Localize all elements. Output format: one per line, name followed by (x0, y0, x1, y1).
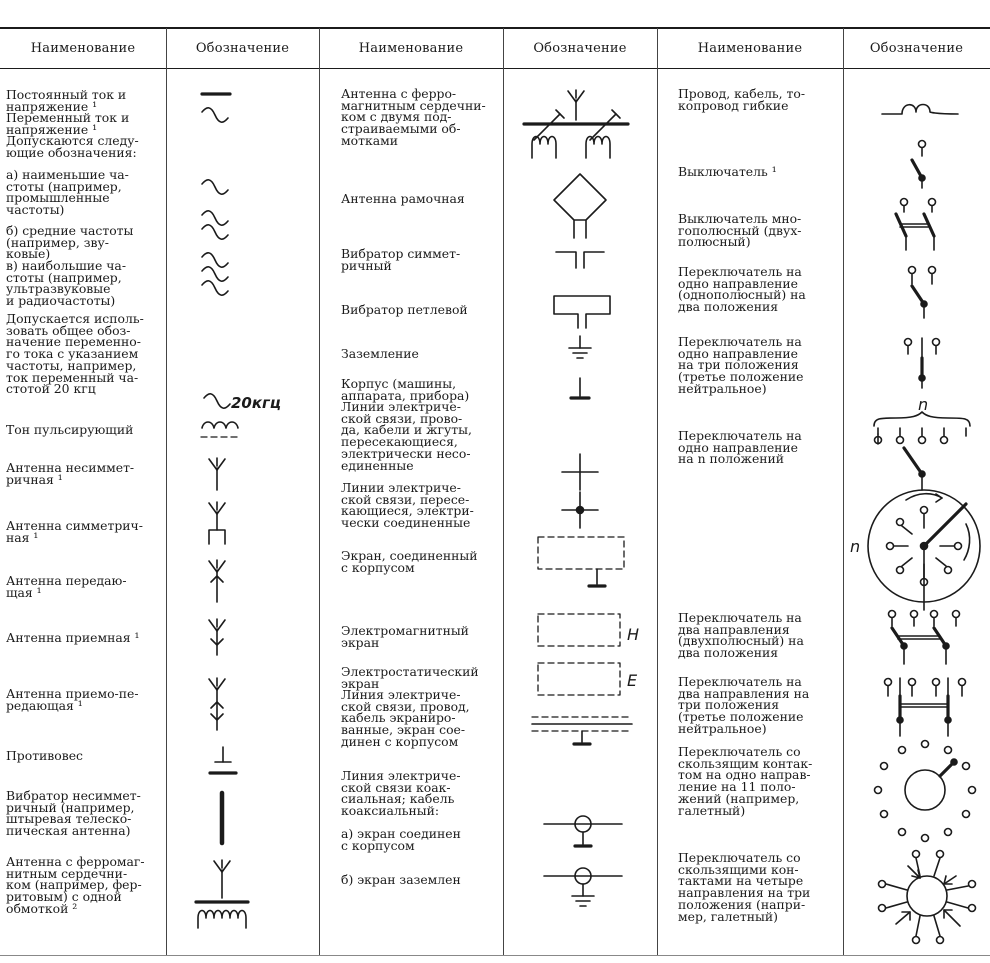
symbol-coax-b (540, 862, 626, 918)
symbol-screen-es (535, 660, 645, 702)
symbol-ant-loop (550, 170, 610, 242)
symbol-ant-ferrite1 (194, 858, 250, 932)
name-dc: Постоянный ток и напряжение ¹ (6, 87, 127, 114)
symbol-ant-txrx (206, 676, 228, 732)
name-coax-b: б) экран заземлен (341, 872, 461, 887)
symbol-switch (906, 138, 936, 190)
symbol-freq-high (198, 250, 232, 300)
name-sel-slide11: Переключатель со скользящим контак- том на одно направ- ление на 11 поло- жений (например, галетный) (678, 744, 813, 818)
symbol-ant-rx (206, 617, 228, 657)
column-divider (319, 28, 320, 955)
name-ant-sym: Антенна симметрич- ная ¹ (6, 518, 143, 545)
name-ground: Заземление (341, 346, 419, 361)
name-freq-mid: б) средние частоты (например, зву- ковые) (6, 223, 134, 262)
symbol-lines-joined (560, 490, 600, 530)
name-freq-general: Допускается исполь- зовать общее обоз- начение переменно- го тока с указанием частоты, например, ток переменный ча- стотой 20 кгц (6, 311, 144, 397)
header-name-2: Наименование (358, 40, 464, 56)
name-ac: Переменный ток и напряжение ¹ Допускаются следу- ющие обозначения: (6, 110, 139, 161)
name-pulsating: Тон пульсирующий (6, 422, 134, 437)
symbol-sel-2x2 (884, 608, 968, 668)
column-divider (503, 28, 504, 955)
name-ant-ferrite1: Антенна с ферромаг- нитным сердечни- ком (например, фер- ритовым) с одной обмоткой ² (6, 854, 145, 916)
symbol-vib-sym (552, 246, 608, 270)
name-vib-asym: Вибратор несиммет- ричный (например, штыревая телеско- пическая антенна) (6, 788, 141, 839)
symbol-freq-20khz (200, 389, 296, 413)
symbol-ground (566, 334, 594, 364)
symbol-switch-multi (890, 196, 950, 254)
name-vib-sym: Вибратор симмет- ричный (341, 246, 461, 273)
symbol-ant-tx (206, 558, 228, 604)
name-switch-multi: Выключатель мно- гополюсный (двух- полюсный) (678, 211, 802, 250)
symbol-sel-1xn (868, 394, 978, 494)
name-ant-loop: Антенна рамочная (341, 191, 465, 206)
name-sel-slide4x3: Переключатель со скользящими кон- тактами на четыре направления на три положения (напри- мер, галетный) (678, 850, 811, 924)
label-n-top: n (918, 395, 929, 414)
symbol-vib-asym (212, 790, 232, 846)
symbol-ant-ferrite2 (520, 88, 632, 164)
symbol-line-shielded (528, 712, 636, 752)
symbol-chassis (566, 376, 594, 404)
name-wire-flex: Провод, кабель, то- копровод гибкие (678, 86, 806, 113)
name-counterpoise: Противовес (6, 748, 83, 763)
symbol-pulsating (198, 416, 242, 442)
label-20khz: 20кгц (231, 394, 282, 412)
symbol-counterpoise (206, 744, 240, 778)
column-divider (843, 28, 844, 955)
header-name-3: Наименование (697, 40, 803, 56)
symbol-ant-sym (204, 500, 230, 546)
label-screen-e: Е (627, 671, 638, 690)
name-freq-high: в) наибольшие ча- стоты (например, ультразвуковые и радиочастоты) (6, 258, 127, 309)
name-sel-1x2: Переключатель на одно направление (однополюсный) на два положения (678, 264, 806, 315)
symbol-freq-low (198, 176, 232, 198)
name-freq-low: а) наименьшие ча- стоты (например, промышленные частоты) (6, 167, 129, 218)
symbol-sel-slide11 (870, 738, 980, 844)
symbol-screen-em (535, 610, 645, 652)
symbol-sel-rotary-n (848, 484, 980, 612)
label-n-left: n (850, 537, 861, 556)
symbol-vib-folded (550, 290, 614, 332)
name-switch: Выключатель ¹ (678, 164, 777, 179)
symbol-sel-2x3 (882, 674, 972, 740)
name-ant-asym: Антенна несиммет- ричная ¹ (6, 460, 135, 487)
header-bottom-rule (0, 68, 990, 69)
column-divider (657, 28, 658, 955)
column-divider (166, 28, 167, 955)
symbol-sel-1x3 (900, 334, 944, 390)
name-line-shielded: Линия электриче- ской связи, провод, кабель экраниро- ванные, экран сое- динен с корпусом (341, 687, 470, 749)
symbol-coax-a (540, 810, 626, 856)
symbol-ant-asym (206, 456, 228, 492)
table-bottom-rule (0, 955, 990, 956)
label-screen-h: Н (627, 625, 640, 644)
symbol-wire-flex (878, 96, 962, 124)
name-screen-es: Электростатический экран (341, 664, 479, 691)
name-ant-rx: Антенна приемная ¹ (6, 630, 140, 645)
name-sel-1x3: Переключатель на одно направление на три положения (третье положение нейтральное) (678, 334, 804, 396)
symbol-screen-chassis (535, 534, 629, 592)
symbol-dc (196, 88, 236, 100)
name-ant-txrx: Антенна приемо-пе- редающая ¹ (6, 686, 139, 713)
symbol-sel-1x2 (902, 264, 942, 322)
name-sel-2x2: Переключатель на два направления (двухполюсный) на два положения (678, 610, 804, 661)
symbol-ac (198, 104, 232, 126)
name-vib-folded: Вибратор петлевой (341, 302, 468, 317)
header-name-1: Наименование (30, 40, 136, 56)
name-ant-ferrite2: Антенна с ферро- магнитным сердечни- ком с двумя под- страиваемыми об- мотками (341, 86, 486, 148)
name-ant-tx: Антенна передаю- щая ¹ (6, 573, 127, 600)
name-sel-2x3: Переключатель на два направления на три положения (третье положение нейтральное) (678, 674, 810, 736)
name-screen-chassis: Экран, соединенный с корпусом (341, 548, 478, 575)
name-sel-1xn: Переключатель на одно направление на n положений (678, 428, 802, 467)
symbol-freq-mid (198, 208, 232, 244)
name-chassis: Корпус (машины, аппарата, прибора) (341, 376, 470, 403)
name-lines-joined: Линии электриче- ской связи, пересе- кающиеся, электри- чески соединенные (341, 480, 474, 531)
name-line-coax: Линия электриче- ской связи коак- сиальная; кабель коаксиальный: (341, 768, 461, 819)
symbol-sel-slide4x3 (872, 846, 982, 946)
name-lines-cross: Линии электриче- ской связи, прово- да, кабели и жгуты, пересекающиеся, электрически несо- единенные (341, 399, 472, 473)
name-coax-a: а) экран соединен с корпусом (341, 826, 461, 853)
header-symbol-1: Обозначение (195, 40, 290, 56)
symbol-lines-cross (560, 452, 600, 492)
name-screen-em: Электромагнитный экран (341, 623, 469, 650)
header-symbol-3: Обозначение (869, 40, 964, 56)
header-symbol-2: Обозначение (533, 40, 627, 56)
